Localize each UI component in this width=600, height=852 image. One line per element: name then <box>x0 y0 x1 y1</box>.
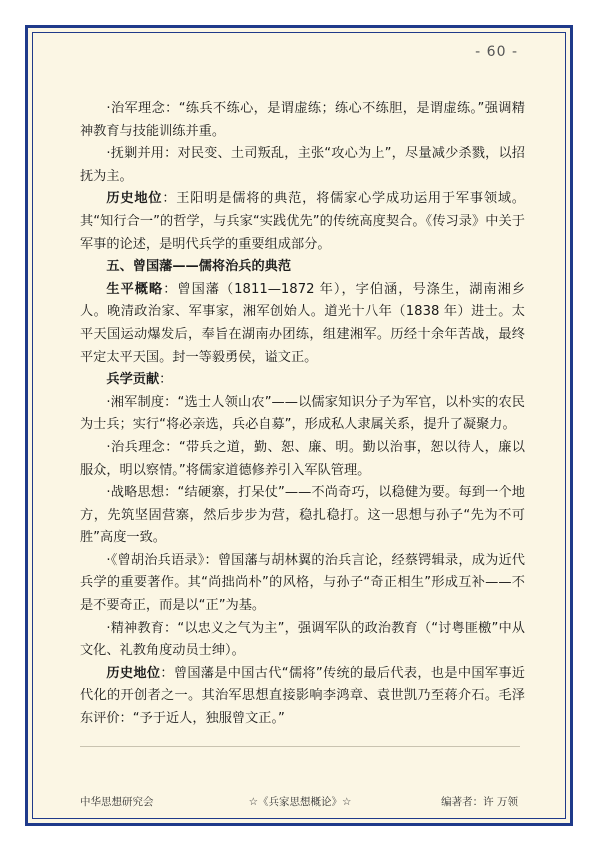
paragraph-wang-historical-status <box>80 188 525 256</box>
footer-book-title: ☆《兵家思想概论》☆ <box>248 796 352 808</box>
paragraph-text: ·治军理念：“练兵不练心，是谓虚练；练心不练胆，是谓虚练。”强调精神教育与技能训练并重。 <box>80 101 525 139</box>
paragraph-yulu <box>80 550 525 618</box>
paragraph-zeng-historical-status <box>80 663 525 731</box>
paragraph-text: ·治兵理念：“带兵之道，勤、恕、廉、明。勤以治事，恕以待人，廉以服众，明以察情。”将儒家道德修养引入军队管理。 <box>80 439 525 478</box>
body-text <box>80 98 525 731</box>
section-heading <box>80 256 525 279</box>
paragraph-label: 历史地位 <box>106 665 161 681</box>
paragraph-fujiao-bingyong <box>80 143 525 188</box>
paragraph-text: ·《曾胡治兵语录》：曾国藩与胡林翼的治兵言论，经蔡锷辑录，成为近代兵学的重要著作。其“尚拙尚朴”的风格，与孙子“奇正相生”形成互补——不是不要奇正，而是以“正”为基。 <box>80 552 525 614</box>
paragraph-zhijun-linian <box>80 98 525 143</box>
page-number: - 60 - <box>475 44 518 60</box>
paragraph-text: ： <box>159 372 173 388</box>
paragraph-spirit-education <box>80 618 525 663</box>
paragraph-zhibing-linian <box>80 437 525 482</box>
paragraph-text: ：曾国藩（1811—1872 年），字伯涵，号涤生，湖南湘乡人。晚清政治家、军事家，湘军创始人。道光十八年（1838 年）进士。太平天国运动爆发后，奉旨在湖南办团练，组建湘军。历经十余年苦战，最终平定太平天国。封一等毅勇侯，谥文正。 <box>80 281 526 365</box>
footer-author: 编著者：许 万领 <box>441 796 518 808</box>
paragraph-text: ·战略思想：“结硬寨，打呆仗”——不尚奇巧，以稳健为要。每到一个地方，先筑坚固营寨，然后步步为营，稳扎稳打。这一思想与孙子“先为不可胜”高度一致。 <box>80 485 525 546</box>
paragraph-xiangjun-system <box>80 392 525 437</box>
paragraph-biography <box>80 279 525 369</box>
paragraph-text: ·湘军制度：“选士人领山农”——以儒家知识分子为军官，以朴实的农民为士兵；实行“将必亲选，兵必自募”，形成私人隶属关系，提升了凝聚力。 <box>80 394 525 433</box>
section-heading-text: 五、曾国藩——儒将治兵的典范 <box>106 259 292 275</box>
footer-publisher: 中华思想研究会 <box>80 796 154 808</box>
paragraph-label: 生平概略 <box>106 281 164 297</box>
paragraph-text: ：王阳明是儒将的典范，将儒家心学成功运用于军事领域。其“知行合一”的哲学，与兵家“实践优先”的传统高度契合。《传习录》中关于军事的论述，是明代兵学的重要组成部分。 <box>80 191 525 252</box>
paragraph-strategy <box>80 482 525 550</box>
footer-divider <box>80 746 520 747</box>
paragraph-contributions-heading <box>80 369 525 392</box>
paragraph-text: ：曾国藩是中国古代“儒将”传统的最后代表，也是中国军事近代化的开创者之一。其治军思想直接影响李鸿章、袁世凯乃至蒋介石。毛泽东评价：“予于近人，独服曾文正。” <box>80 665 525 727</box>
paragraph-label: 历史地位 <box>106 191 163 207</box>
paragraph-label: 兵学贡献 <box>106 372 160 388</box>
paragraph-text: ·精神教育：“以忠义之气为主”，强调军队的政治教育（“讨粤匪檄”中从文化、礼教角度动员士绅）。 <box>80 620 525 659</box>
paragraph-text: ·抚剿并用：对民变、土司叛乱，主张“攻心为上”，尽量减少杀戮，以招抚为主。 <box>80 146 525 184</box>
